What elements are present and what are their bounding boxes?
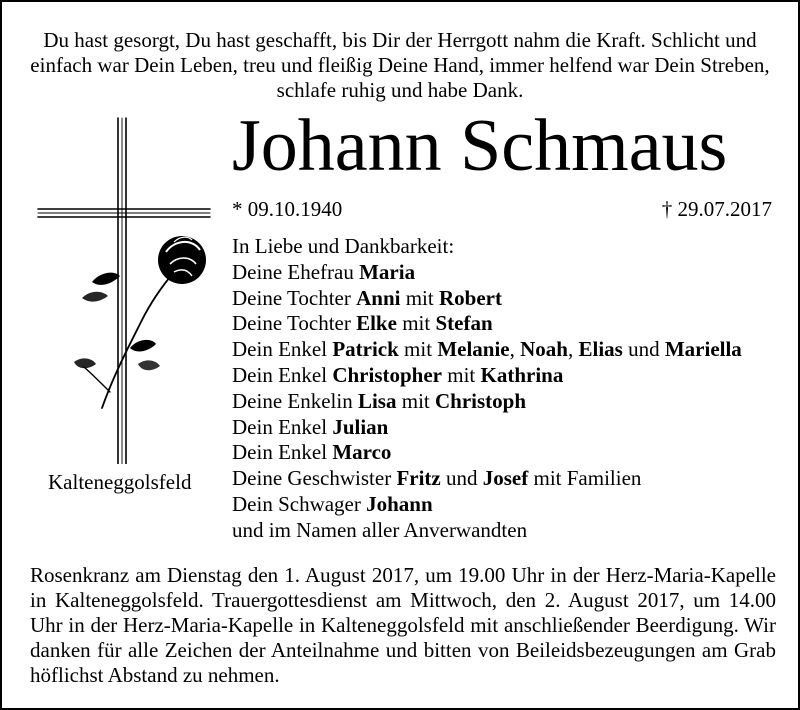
family-line-daughter-2: Deine Tochter Elke mit Stefan [232, 311, 493, 336]
family-line-wife: Deine Ehefrau Maria [232, 259, 416, 284]
family-line-daughter-1: Deine Tochter Anni mit Robert [232, 285, 502, 310]
family-line-brother-in-law: Dein Schwager Johann [232, 491, 433, 516]
family-line-grandson-2: Dein Enkel Christopher mit Kathrina [232, 362, 564, 387]
family-heading: In Liebe und Dankbarkeit: [232, 234, 455, 258]
death-date: † 29.07.2017 [661, 197, 772, 221]
family-line-granddaughter: Deine Enkelin Lisa mit Christoph [232, 388, 527, 413]
family-line-grandson-4: Dein Enkel Marco [232, 440, 392, 465]
cross-with-rose-icon [34, 112, 224, 464]
deceased-name: Johann Schmaus [232, 105, 728, 187]
family-line-grandson-1: Dein Enkel Patrick mit Melanie, Noah, Elias und Mariella [232, 337, 742, 362]
family-line-relatives: und im Namen aller Anverwandten [232, 517, 528, 542]
intro-verse: Du hast gesorgt, Du hast geschafft, bis Dir der Herrgott nahm die Kraft. Schlicht und einfach war Dein Leben, treu und fleißig Deine Hand, immer helfend war Dein Streben, schlafe ruhig und habe Dank. [30, 28, 770, 102]
family-line-siblings: Deine Geschwister Fritz und Josef mit Familien [232, 466, 642, 491]
birth-date: * 09.10.1940 [232, 197, 343, 221]
service-announcement: Rosenkranz am Dienstag den 1. August 2017, um 19.00 Uhr in der Herz-Maria-Kapelle in Kalteneggolsfeld. Trauergottesdienst am Mittwoch, den 2. August 2017, um 14.00 Uhr in der Herz-Maria-Kapelle in Kalteneggolsfeld mit anschließender Beerdigung. Wir danken für alle Zeichen der Anteilnahme und bitten von Beileidsbezeugungen am Grab höflichst Abstand zu nehmen. [30, 563, 776, 687]
family-list [232, 234, 792, 544]
family-line-grandson-3: Dein Enkel Julian [232, 414, 389, 439]
place-name: Kalteneggolsfeld [48, 470, 192, 494]
